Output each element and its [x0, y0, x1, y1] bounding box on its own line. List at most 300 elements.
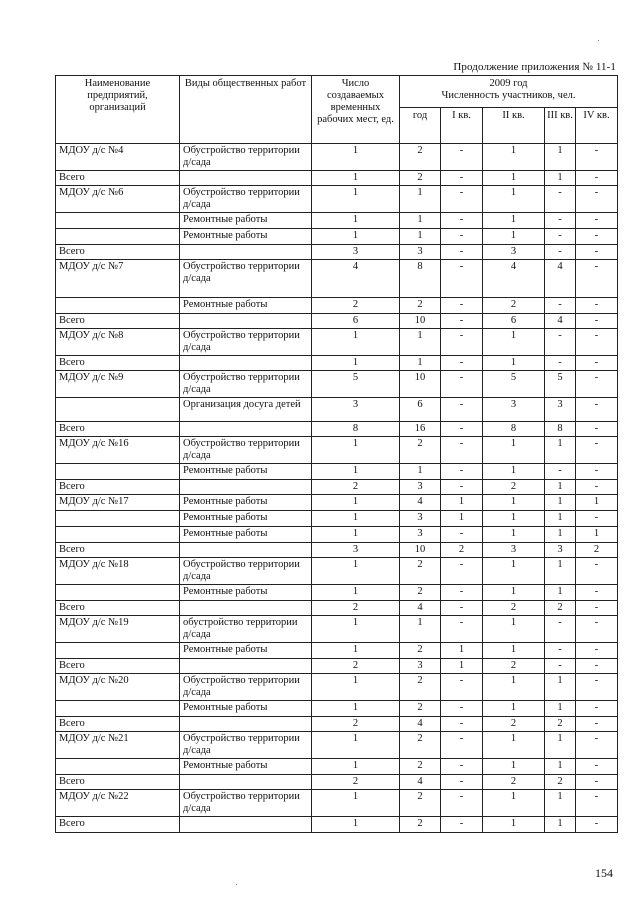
work-type-cell [180, 775, 312, 790]
q1-cell: - [441, 356, 483, 371]
year-cell: 2 [400, 437, 441, 464]
q2-cell: 2 [483, 480, 545, 495]
q4-cell: - [576, 480, 618, 495]
q1-cell: - [441, 171, 483, 186]
total-row [56, 171, 618, 186]
organization-cell: Всего [56, 601, 180, 616]
q3-cell: 2 [545, 775, 576, 790]
q4-cell: 1 [576, 495, 618, 511]
q4-cell: - [576, 371, 618, 398]
year-cell: 2 [400, 759, 441, 775]
q2-cell: 1 [483, 356, 545, 371]
jobs-cell: 1 [312, 527, 400, 543]
work-type-cell: Ремонтные работы [180, 511, 312, 527]
jobs-cell: 2 [312, 298, 400, 314]
organization-cell: МДОУ д/с №6 [56, 186, 180, 213]
q3-cell: 4 [545, 260, 576, 298]
q4-cell: - [576, 732, 618, 759]
year-cell: 4 [400, 717, 441, 732]
work-type-cell: Обустройство территории д/сада [180, 186, 312, 213]
year-cell: 2 [400, 144, 441, 171]
q2-cell: 1 [483, 144, 545, 171]
q2-cell: 1 [483, 732, 545, 759]
year-cell: 2 [400, 790, 441, 817]
q3-cell: - [545, 643, 576, 659]
organization-cell [56, 643, 180, 659]
work-type-cell: Ремонтные работы [180, 701, 312, 717]
q4-cell: 2 [576, 543, 618, 558]
q1-cell: - [441, 245, 483, 260]
participants-table [55, 75, 618, 833]
total-row [56, 817, 618, 833]
work-type-cell: Ремонтные работы [180, 527, 312, 543]
organization-cell: МДОУ д/с №18 [56, 558, 180, 585]
work-type-cell: Ремонтные работы [180, 759, 312, 775]
year-cell: 4 [400, 495, 441, 511]
q1-cell: - [441, 775, 483, 790]
q2-cell: 1 [483, 674, 545, 701]
q2-cell: 3 [483, 543, 545, 558]
jobs-cell: 1 [312, 790, 400, 817]
organization-cell: Всего [56, 543, 180, 558]
q2-cell: 1 [483, 186, 545, 213]
organization-cell: МДОУ д/с №22 [56, 790, 180, 817]
jobs-cell: 2 [312, 480, 400, 495]
q2-cell: 1 [483, 558, 545, 585]
work-type-cell: Организация досуга детей [180, 398, 312, 422]
q2-cell: 3 [483, 398, 545, 422]
work-type-cell: Ремонтные работы [180, 643, 312, 659]
q4-cell: 1 [576, 527, 618, 543]
header-q4: IV кв. [576, 108, 618, 144]
year-cell: 2 [400, 732, 441, 759]
organization-cell: МДОУ д/с №19 [56, 616, 180, 643]
q1-cell: - [441, 398, 483, 422]
q4-cell: - [576, 775, 618, 790]
jobs-cell: 1 [312, 437, 400, 464]
year-cell: 2 [400, 558, 441, 585]
work-type-cell [180, 817, 312, 833]
q4-cell: - [576, 558, 618, 585]
jobs-cell: 1 [312, 495, 400, 511]
table-row [56, 732, 618, 759]
q4-cell: - [576, 314, 618, 329]
q4-cell: - [576, 643, 618, 659]
table-row [56, 260, 618, 298]
year-cell: 4 [400, 775, 441, 790]
jobs-cell: 1 [312, 186, 400, 213]
q4-cell: - [576, 790, 618, 817]
q2-cell: 1 [483, 213, 545, 229]
jobs-cell: 1 [312, 558, 400, 585]
q3-cell: - [545, 616, 576, 643]
q2-cell: 2 [483, 601, 545, 616]
work-type-cell [180, 659, 312, 674]
organization-cell: Всего [56, 775, 180, 790]
q2-cell: 6 [483, 314, 545, 329]
year-cell: 2 [400, 674, 441, 701]
q1-cell: - [441, 464, 483, 480]
jobs-cell: 2 [312, 717, 400, 732]
jobs-cell: 1 [312, 464, 400, 480]
year-cell: 10 [400, 371, 441, 398]
year-cell: 1 [400, 464, 441, 480]
q1-cell: - [441, 229, 483, 245]
year-cell: 3 [400, 511, 441, 527]
q1-cell: - [441, 759, 483, 775]
year-cell: 3 [400, 659, 441, 674]
q1-cell: - [441, 260, 483, 298]
work-type-cell: Ремонтные работы [180, 298, 312, 314]
table-row [56, 674, 618, 701]
q1-cell: 1 [441, 643, 483, 659]
total-row [56, 717, 618, 732]
q4-cell: - [576, 245, 618, 260]
jobs-cell: 2 [312, 775, 400, 790]
q3-cell: 3 [545, 398, 576, 422]
year-cell: 3 [400, 245, 441, 260]
organization-cell: МДОУ д/с №9 [56, 371, 180, 398]
jobs-cell: 1 [312, 356, 400, 371]
table-body [56, 144, 618, 833]
q2-cell: 1 [483, 643, 545, 659]
organization-cell [56, 585, 180, 601]
q1-cell: - [441, 213, 483, 229]
q3-cell: - [545, 213, 576, 229]
q1-cell: 2 [441, 543, 483, 558]
jobs-cell: 3 [312, 398, 400, 422]
header-year-total: год [400, 108, 441, 144]
q2-cell: 1 [483, 437, 545, 464]
q1-cell: - [441, 790, 483, 817]
total-row [56, 356, 618, 371]
q1-cell: - [441, 298, 483, 314]
q3-cell: 1 [545, 144, 576, 171]
jobs-cell: 1 [312, 817, 400, 833]
q3-cell: - [545, 659, 576, 674]
q4-cell: - [576, 585, 618, 601]
work-type-cell: Ремонтные работы [180, 229, 312, 245]
q3-cell: - [545, 245, 576, 260]
q3-cell: - [545, 356, 576, 371]
q1-cell: - [441, 527, 483, 543]
jobs-cell: 1 [312, 213, 400, 229]
work-type-cell: Обустройство территории д/сада [180, 329, 312, 356]
work-type-cell: Обустройство территории д/сада [180, 371, 312, 398]
year-cell: 3 [400, 480, 441, 495]
table-row [56, 298, 618, 314]
q3-cell: 5 [545, 371, 576, 398]
jobs-cell: 5 [312, 371, 400, 398]
q3-cell: 1 [545, 674, 576, 701]
year-cell: 2 [400, 171, 441, 186]
jobs-cell: 1 [312, 616, 400, 643]
organization-cell: Всего [56, 171, 180, 186]
header-q1: I кв. [441, 108, 483, 144]
q4-cell: - [576, 511, 618, 527]
q4-cell: - [576, 186, 618, 213]
q4-cell: - [576, 260, 618, 298]
year-cell: 2 [400, 585, 441, 601]
table-row [56, 437, 618, 464]
q3-cell: 8 [545, 422, 576, 437]
q1-cell: - [441, 585, 483, 601]
q4-cell: - [576, 701, 618, 717]
table-header [56, 76, 618, 144]
q2-cell: 1 [483, 817, 545, 833]
work-type-cell: Обустройство территории д/сада [180, 732, 312, 759]
organization-cell [56, 527, 180, 543]
work-type-cell [180, 422, 312, 437]
organization-cell: Всего [56, 422, 180, 437]
q3-cell: 1 [545, 817, 576, 833]
work-type-cell [180, 717, 312, 732]
scan-speck [236, 884, 237, 885]
jobs-cell: 1 [312, 329, 400, 356]
total-row [56, 314, 618, 329]
work-type-cell [180, 543, 312, 558]
jobs-cell: 3 [312, 543, 400, 558]
organization-cell: Всего [56, 245, 180, 260]
q4-cell: - [576, 759, 618, 775]
q3-cell: - [545, 229, 576, 245]
q4-cell: - [576, 171, 618, 186]
organization-cell: МДОУ д/с №16 [56, 437, 180, 464]
q2-cell: 5 [483, 371, 545, 398]
q1-cell: 1 [441, 659, 483, 674]
jobs-cell: 1 [312, 229, 400, 245]
total-row [56, 480, 618, 495]
total-row [56, 601, 618, 616]
jobs-cell: 1 [312, 674, 400, 701]
year-cell: 6 [400, 398, 441, 422]
q2-cell: 2 [483, 298, 545, 314]
year-cell: 2 [400, 298, 441, 314]
table-row [56, 213, 618, 229]
q1-cell: - [441, 437, 483, 464]
q3-cell: - [545, 464, 576, 480]
q2-cell: 1 [483, 511, 545, 527]
year-cell: 3 [400, 527, 441, 543]
table-row [56, 229, 618, 245]
work-type-cell: Ремонтные работы [180, 213, 312, 229]
jobs-cell: 1 [312, 171, 400, 186]
q1-cell: - [441, 480, 483, 495]
work-type-cell: Обустройство территории д/сада [180, 260, 312, 298]
q4-cell: - [576, 464, 618, 480]
work-type-cell: Обустройство территории д/сада [180, 674, 312, 701]
work-type-cell: обустройство территории д/сада [180, 616, 312, 643]
organization-cell: МДОУ д/с №20 [56, 674, 180, 701]
q4-cell: - [576, 601, 618, 616]
q3-cell: 1 [545, 480, 576, 495]
jobs-cell: 1 [312, 732, 400, 759]
q4-cell: - [576, 817, 618, 833]
q2-cell: 8 [483, 422, 545, 437]
q1-cell: 1 [441, 511, 483, 527]
jobs-cell: 2 [312, 659, 400, 674]
q1-cell: - [441, 186, 483, 213]
q3-cell: 3 [545, 543, 576, 558]
work-type-cell [180, 356, 312, 371]
q4-cell: - [576, 422, 618, 437]
header-jobs: Число создаваемых временных рабочих мест, ед. [312, 76, 400, 144]
q4-cell: - [576, 213, 618, 229]
q2-cell: 1 [483, 759, 545, 775]
organization-cell: Всего [56, 717, 180, 732]
year-cell: 1 [400, 186, 441, 213]
table-row [56, 616, 618, 643]
q1-cell: - [441, 558, 483, 585]
q3-cell: - [545, 186, 576, 213]
organization-cell: Всего [56, 356, 180, 371]
organization-cell: Всего [56, 314, 180, 329]
q2-cell: 1 [483, 527, 545, 543]
q4-cell: - [576, 717, 618, 732]
work-type-cell [180, 480, 312, 495]
organization-cell: МДОУ д/с №17 [56, 495, 180, 511]
organization-cell [56, 701, 180, 717]
year-cell: 1 [400, 616, 441, 643]
year-cell: 1 [400, 329, 441, 356]
q3-cell: 2 [545, 601, 576, 616]
organization-cell: МДОУ д/с №7 [56, 260, 180, 298]
q4-cell: - [576, 356, 618, 371]
q3-cell: 1 [545, 437, 576, 464]
q3-cell: 1 [545, 495, 576, 511]
q3-cell: 1 [545, 171, 576, 186]
q2-cell: 1 [483, 329, 545, 356]
q2-cell: 1 [483, 701, 545, 717]
jobs-cell: 1 [312, 701, 400, 717]
year-cell: 4 [400, 601, 441, 616]
organization-cell: Всего [56, 817, 180, 833]
q2-cell: 1 [483, 171, 545, 186]
q3-cell: 1 [545, 759, 576, 775]
organization-cell: МДОУ д/с №21 [56, 732, 180, 759]
header-participants: Численность участников, чел. [441, 90, 576, 101]
total-row [56, 775, 618, 790]
table-row [56, 329, 618, 356]
work-type-cell [180, 171, 312, 186]
q2-cell: 1 [483, 585, 545, 601]
appendix-caption: Продолжение приложения № 11-1 [453, 61, 616, 73]
jobs-cell: 1 [312, 643, 400, 659]
q2-cell: 1 [483, 229, 545, 245]
q2-cell: 1 [483, 616, 545, 643]
header-q3: III кв. [545, 108, 576, 144]
year-cell: 16 [400, 422, 441, 437]
q1-cell: - [441, 674, 483, 701]
work-type-cell: Ремонтные работы [180, 495, 312, 511]
jobs-cell: 3 [312, 245, 400, 260]
organization-cell: МДОУ д/с №8 [56, 329, 180, 356]
q3-cell: 1 [545, 701, 576, 717]
q2-cell: 2 [483, 717, 545, 732]
q3-cell: 1 [545, 511, 576, 527]
q1-cell: - [441, 717, 483, 732]
q1-cell: - [441, 371, 483, 398]
table-row [56, 643, 618, 659]
year-cell: 10 [400, 314, 441, 329]
q2-cell: 3 [483, 245, 545, 260]
year-cell: 2 [400, 817, 441, 833]
year-cell: 8 [400, 260, 441, 298]
work-type-cell: Обустройство территории д/сада [180, 558, 312, 585]
work-type-cell: Обустройство территории д/сада [180, 144, 312, 171]
total-row [56, 422, 618, 437]
jobs-cell: 4 [312, 260, 400, 298]
work-type-cell [180, 601, 312, 616]
q1-cell: - [441, 601, 483, 616]
year-cell: 2 [400, 643, 441, 659]
q3-cell: 4 [545, 314, 576, 329]
year-cell: 1 [400, 356, 441, 371]
header-organization: Наименование предприятий, организаций [56, 76, 180, 144]
table-row [56, 585, 618, 601]
q2-cell: 4 [483, 260, 545, 298]
q1-cell: - [441, 422, 483, 437]
table-row [56, 790, 618, 817]
q1-cell: - [441, 817, 483, 833]
q4-cell: - [576, 674, 618, 701]
q1-cell: - [441, 616, 483, 643]
year-cell: 10 [400, 543, 441, 558]
work-type-cell [180, 314, 312, 329]
q3-cell: - [545, 298, 576, 314]
page-number: 154 [595, 866, 613, 880]
organization-cell: МДОУ д/с №4 [56, 144, 180, 171]
q2-cell: 1 [483, 495, 545, 511]
year-cell: 1 [400, 229, 441, 245]
total-row [56, 659, 618, 674]
work-type-cell: Ремонтные работы [180, 464, 312, 480]
table-row [56, 558, 618, 585]
header-q2: II кв. [483, 108, 545, 144]
q4-cell: - [576, 329, 618, 356]
q1-cell: - [441, 701, 483, 717]
jobs-cell: 1 [312, 144, 400, 171]
table-row [56, 186, 618, 213]
q2-cell: 1 [483, 790, 545, 817]
q4-cell: - [576, 437, 618, 464]
table-row [56, 398, 618, 422]
table-row [56, 511, 618, 527]
q2-cell: 2 [483, 775, 545, 790]
jobs-cell: 8 [312, 422, 400, 437]
q4-cell: - [576, 659, 618, 674]
work-type-cell [180, 245, 312, 260]
jobs-cell: 1 [312, 585, 400, 601]
q3-cell: 1 [545, 585, 576, 601]
q3-cell: 1 [545, 732, 576, 759]
q4-cell: - [576, 144, 618, 171]
q3-cell: 1 [545, 527, 576, 543]
q1-cell: - [441, 329, 483, 356]
header-year-group [400, 76, 618, 108]
organization-cell [56, 511, 180, 527]
work-type-cell: Ремонтные работы [180, 585, 312, 601]
q2-cell: 1 [483, 464, 545, 480]
work-type-cell: Обустройство территории д/сада [180, 437, 312, 464]
jobs-cell: 6 [312, 314, 400, 329]
q3-cell: 1 [545, 790, 576, 817]
year-cell: 1 [400, 213, 441, 229]
organization-cell [56, 759, 180, 775]
q4-cell: - [576, 229, 618, 245]
table-row [56, 701, 618, 717]
organization-cell [56, 213, 180, 229]
